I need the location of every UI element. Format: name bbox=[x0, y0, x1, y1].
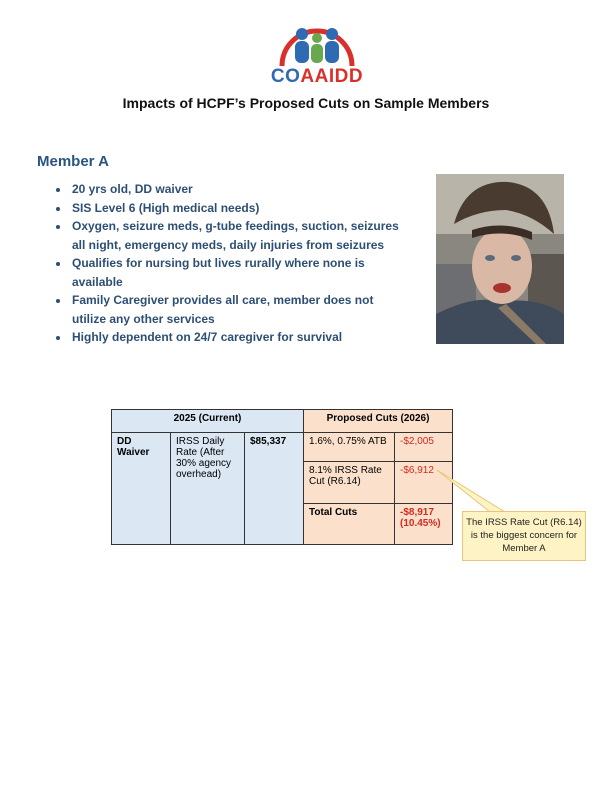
logo-wordmark: COAAIDD bbox=[270, 66, 364, 87]
service-label: IRSS Daily Rate (After 30% agency overhead) bbox=[171, 433, 245, 545]
list-item: • SIS Level 6 (High medical needs) bbox=[70, 199, 410, 218]
list-item: • Highly dependent on 24/7 caregiver for survival bbox=[70, 328, 410, 347]
member-details-list bbox=[52, 180, 410, 347]
cuts-table bbox=[111, 409, 453, 545]
list-item: • Family Caregiver provides all care, member does not utilize any other services bbox=[70, 291, 410, 328]
cut-row-value: -$6,912 bbox=[395, 462, 453, 504]
cut-row-label: 8.1% IRSS Rate Cut (R6.14) bbox=[304, 462, 395, 504]
current-header: 2025 (Current) bbox=[112, 410, 304, 433]
total-value: -$8,917 (10.45%) bbox=[395, 504, 453, 545]
waiver-label: DD Waiver bbox=[112, 433, 171, 545]
cut-row-value: -$2,005 bbox=[395, 433, 453, 462]
coaaidd-logo bbox=[270, 16, 364, 90]
document-title: Impacts of HCPF’s Proposed Cuts on Sample Members bbox=[122, 95, 490, 111]
member-heading: Member A bbox=[37, 153, 109, 170]
list-item: • Oxygen, seizure meds, g-tube feedings, suction, seizures all night, emergency meds, daily injuries from seizures bbox=[70, 217, 410, 254]
callout-note: The IRSS Rate Cut (R6.14) is the biggest concern for Member A bbox=[462, 511, 586, 561]
member-photo bbox=[436, 174, 564, 344]
cut-row-label: 1.6%, 0.75% ATB bbox=[304, 433, 395, 462]
list-item: • 20 yrs old, DD waiver bbox=[70, 180, 410, 199]
current-amount: $85,337 bbox=[245, 433, 304, 545]
proposed-header: Proposed Cuts (2026) bbox=[304, 410, 453, 433]
total-label: Total Cuts bbox=[304, 504, 395, 545]
list-item: • Qualifies for nursing but lives rurally where none is available bbox=[70, 254, 410, 291]
